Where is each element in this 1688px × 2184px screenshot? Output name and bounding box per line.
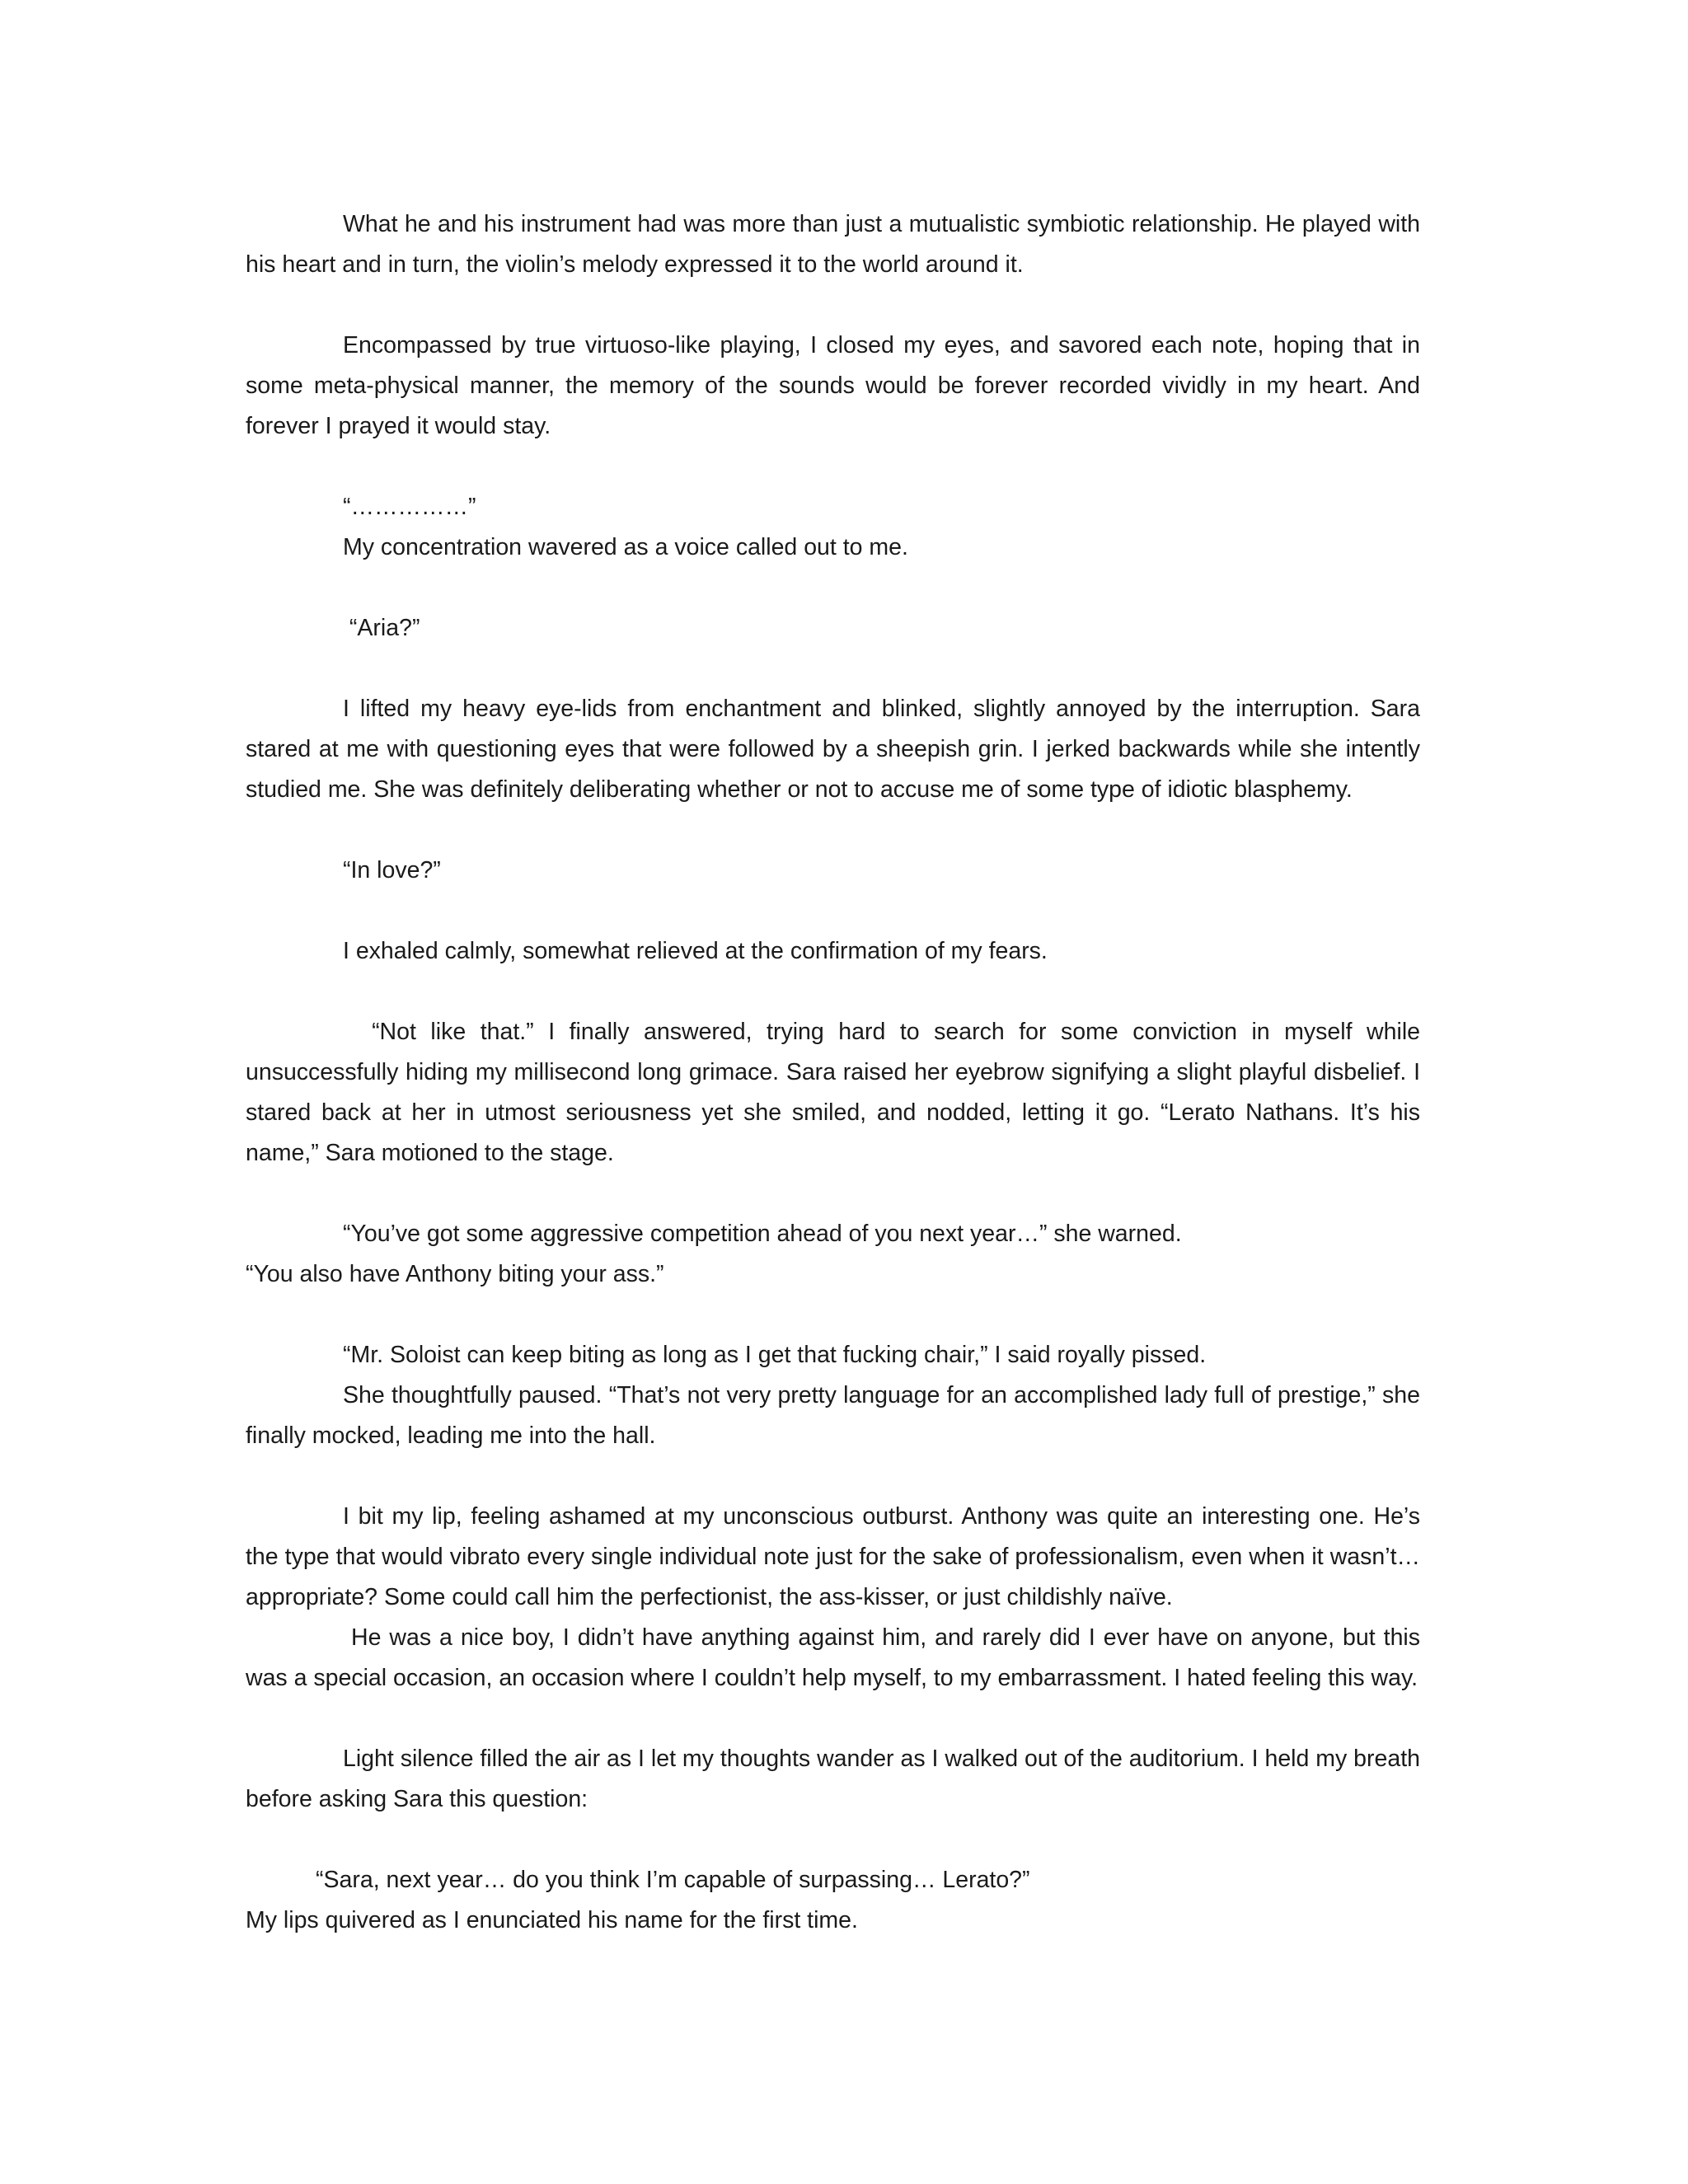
paragraph-gap: [246, 649, 1420, 689]
paragraph: “Not like that.” I finally answered, trying hard to search for some conviction in myself while unsuccessfully hiding my millisecond long grimace. Sara raised her eyebrow signifying a slight playful disbelief. I stared back at her in utmost seriousness yet she smiled, and nodded, letting it go. “Lerato Nathans. It’s his name,” Sara motioned to the stage.: [246, 1019, 1427, 1166]
paragraph: “You’ve got some aggressive competition ahead of you next year…” she warned.: [343, 1221, 1182, 1247]
paragraph: I lifted my heavy eye-lids from enchantment and blinked, slightly annoyed by the interruption. Sara stared at me with questioning eyes that were followed by a sheepish grin. I jerked backwards while she intently studied me. She was definitely deliberating whether or not to accuse me of some type of idiotic blasphemy.: [246, 696, 1420, 803]
paragraph-gap: [246, 810, 1420, 851]
paragraph-gap: [246, 447, 1420, 487]
paragraph-gap: [246, 285, 1420, 326]
paragraph-gap: [246, 891, 1420, 931]
paragraph-gap: [246, 1699, 1420, 1739]
paragraph-gap: [246, 1174, 1420, 1214]
paragraph-gap: [246, 568, 1420, 608]
paragraph-gap: [246, 972, 1420, 1012]
paragraph: I bit my lip, feeling ashamed at my unconscious outburst. Anthony was quite an interesting one. He’s the type that would vibrato every single individual note just for the sake of professionalism, even when it wasn’t… appropriate? Some could call him the perfectionist, the ass-kisser, or just childishly naïve.: [246, 1503, 1420, 1610]
paragraph-gap: [246, 1295, 1420, 1335]
paragraph: Encompassed by true virtuoso-like playing, I closed my eyes, and savored each note, hoping that in some meta-physical manner, the memory of the sounds would be forever recorded vividly in my heart. And forever I prayed it would stay.: [246, 332, 1420, 439]
paragraph: “In love?”: [343, 857, 441, 883]
paragraph: What he and his instrument had was more than just a mutualistic symbiotic relationship. He played with his heart and in turn, the violin’s melody expressed it to the world around it.: [246, 211, 1420, 278]
paragraph: I exhaled calmly, somewhat relieved at the confirmation of my fears.: [343, 938, 1048, 964]
paragraph-gap: [246, 1820, 1420, 1860]
paragraph: My lips quivered as I enunciated his name for the first time.: [246, 1907, 858, 1933]
paragraph: She thoughtfully paused. “That’s not very pretty language for an accomplished lady full of prestige,” she finally mocked, leading me into the hall.: [246, 1382, 1420, 1449]
paragraph: He was a nice boy, I didn’t have anything against him, and rarely did I ever have on anyone, but this was a special occasion, an occasion where I couldn’t help myself, to my embarrassment. I hated feeling this way.: [246, 1624, 1427, 1691]
paragraph: “Aria?”: [343, 615, 420, 641]
paragraph: “……………”: [343, 494, 476, 520]
paragraph: “Mr. Soloist can keep biting as long as I get that fucking chair,” I said royally pissed.: [343, 1342, 1207, 1368]
paragraph: Light silence filled the air as I let my thoughts wander as I walked out of the auditorium. I held my breath before asking Sara this question:: [246, 1746, 1420, 1812]
paragraph: “Sara, next year… do you think I’m capable of surpassing… Lerato?”: [316, 1867, 1030, 1893]
document-page: [246, 204, 1427, 1941]
paragraph: “You also have Anthony biting your ass.”: [246, 1261, 664, 1287]
paragraph: My concentration wavered as a voice called out to me.: [343, 534, 908, 560]
paragraph-gap: [246, 1456, 1420, 1497]
